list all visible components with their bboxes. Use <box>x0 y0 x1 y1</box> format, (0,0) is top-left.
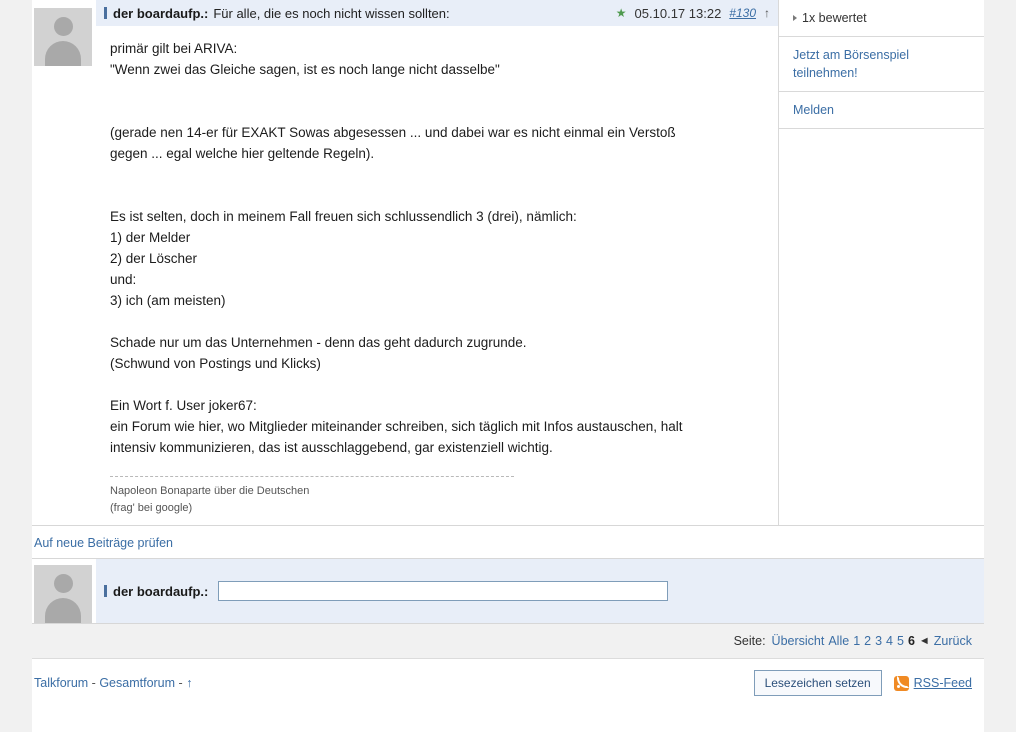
rating-label: 1x bewertet <box>802 11 867 25</box>
post-line: intensiv kommunizieren, das ist ausschlaggebend, gar existenziell wichtig. <box>110 440 553 455</box>
sidebar-boersenspiel[interactable] <box>779 37 984 92</box>
reply-input[interactable] <box>218 581 668 601</box>
right-gutter <box>984 0 1016 732</box>
pagination-page-4[interactable]: 4 <box>886 634 893 648</box>
post-permalink[interactable]: #130 <box>729 6 756 20</box>
sidebar-melden[interactable] <box>779 92 984 129</box>
reply-author: der boardaufp.: <box>113 583 209 599</box>
pagination-overview[interactable]: Übersicht <box>771 634 825 648</box>
footer-gesamtforum-link[interactable]: Gesamtforum <box>99 676 176 690</box>
bookmark-button[interactable]: Lesezeichen setzen <box>754 670 882 696</box>
post-sidebar <box>779 0 984 525</box>
footer-links <box>34 676 192 690</box>
post-author[interactable]: der boardaufp.: <box>113 5 209 21</box>
footer-scroll-up-icon[interactable]: ↑ <box>186 676 193 690</box>
signature-line: (frag' bei google) <box>110 502 193 514</box>
pagination-back[interactable]: Zurück <box>933 634 972 648</box>
page-content <box>32 0 984 732</box>
post-header <box>96 0 778 26</box>
spacer <box>110 185 764 206</box>
boersenspiel-link[interactable]: Jetzt am Börsenspiel teilnehmen! <box>793 48 910 80</box>
avatar <box>34 8 92 66</box>
post-line: Schade nur um das Unternehmen - denn das geht dadurch zugrunde. <box>110 335 527 350</box>
pagination <box>32 624 984 659</box>
avatar <box>34 565 92 623</box>
left-gutter <box>0 0 32 732</box>
post-title: Für alle, die es noch nicht wissen sollten: <box>213 5 450 21</box>
melden-link[interactable]: Melden <box>793 103 834 117</box>
check-new-posts <box>32 526 984 558</box>
pagination-current-page: 6 <box>907 634 915 648</box>
post-line: (gerade nen 14-er für EXAKT Sowas abgesessen ... und dabei war es nicht einmal ein Verstoß <box>110 125 676 140</box>
post-marker-icon <box>104 7 107 19</box>
post-line: "Wenn zwei das Gleiche sagen, ist es noch lange nicht dasselbe" <box>110 62 500 77</box>
reply-avatar-column <box>32 559 96 623</box>
spacer <box>110 80 764 101</box>
rss-feed-link[interactable] <box>894 676 972 691</box>
post-line: ein Forum wie hier, wo Mitglieder miteinander schreiben, sich täglich mit Infos austauschen, halt <box>110 419 683 434</box>
pagination-all[interactable]: Alle <box>828 634 850 648</box>
back-arrow-icon: ◄ <box>918 635 930 647</box>
post-line: (Schwund von Postings und Klicks) <box>110 356 321 371</box>
post-date: 05.10.17 13:22 <box>634 5 722 21</box>
pagination-page-2[interactable]: 2 <box>864 634 872 648</box>
star-icon: ★ <box>615 6 627 20</box>
footer <box>32 659 984 707</box>
rss-icon <box>894 676 909 691</box>
post-line: 2) der Löscher <box>110 251 198 266</box>
post-line: 3) ich (am meisten) <box>110 293 226 308</box>
footer-separator: - <box>91 676 96 690</box>
footer-talkforum-link[interactable]: Talkforum <box>34 676 89 690</box>
reply-main <box>96 559 984 623</box>
post-line: 1) der Melder <box>110 230 191 245</box>
pagination-page-1[interactable]: 1 <box>853 634 861 648</box>
post-line: gegen ... egal welche hier geltende Regeln). <box>110 146 375 161</box>
footer-separator: - <box>178 676 183 690</box>
post-text <box>96 26 778 525</box>
signature-divider <box>110 476 514 477</box>
rss-feed-label: RSS-Feed <box>913 676 972 690</box>
footer-actions <box>754 670 972 696</box>
signature-line: Napoleon Bonaparte über die Deutschen <box>110 485 310 497</box>
reply-box <box>32 558 984 624</box>
pagination-page-3[interactable]: 3 <box>875 634 883 648</box>
post-marker-icon <box>104 585 107 597</box>
spacer <box>110 311 764 332</box>
post-avatar-column <box>32 0 96 525</box>
chevron-right-icon <box>793 15 797 21</box>
post-line: Ein Wort f. User joker67: <box>110 398 257 413</box>
post-line: primär gilt bei ARIVA: <box>110 41 238 56</box>
spacer <box>110 374 764 395</box>
post-line: und: <box>110 272 137 287</box>
rating-summary[interactable] <box>779 0 984 37</box>
scroll-up-icon[interactable]: ↑ <box>764 6 770 20</box>
post-line: Es ist selten, doch in meinem Fall freuen sich schlussendlich 3 (drei), nämlich: <box>110 209 577 224</box>
spacer <box>110 101 764 122</box>
spacer <box>110 164 764 185</box>
check-new-posts-link[interactable]: Auf neue Beiträge prüfen <box>34 536 173 550</box>
post-body <box>96 0 779 525</box>
post <box>32 0 984 526</box>
pagination-page-5[interactable]: 5 <box>897 634 904 648</box>
pagination-label: Seite: <box>733 634 766 648</box>
